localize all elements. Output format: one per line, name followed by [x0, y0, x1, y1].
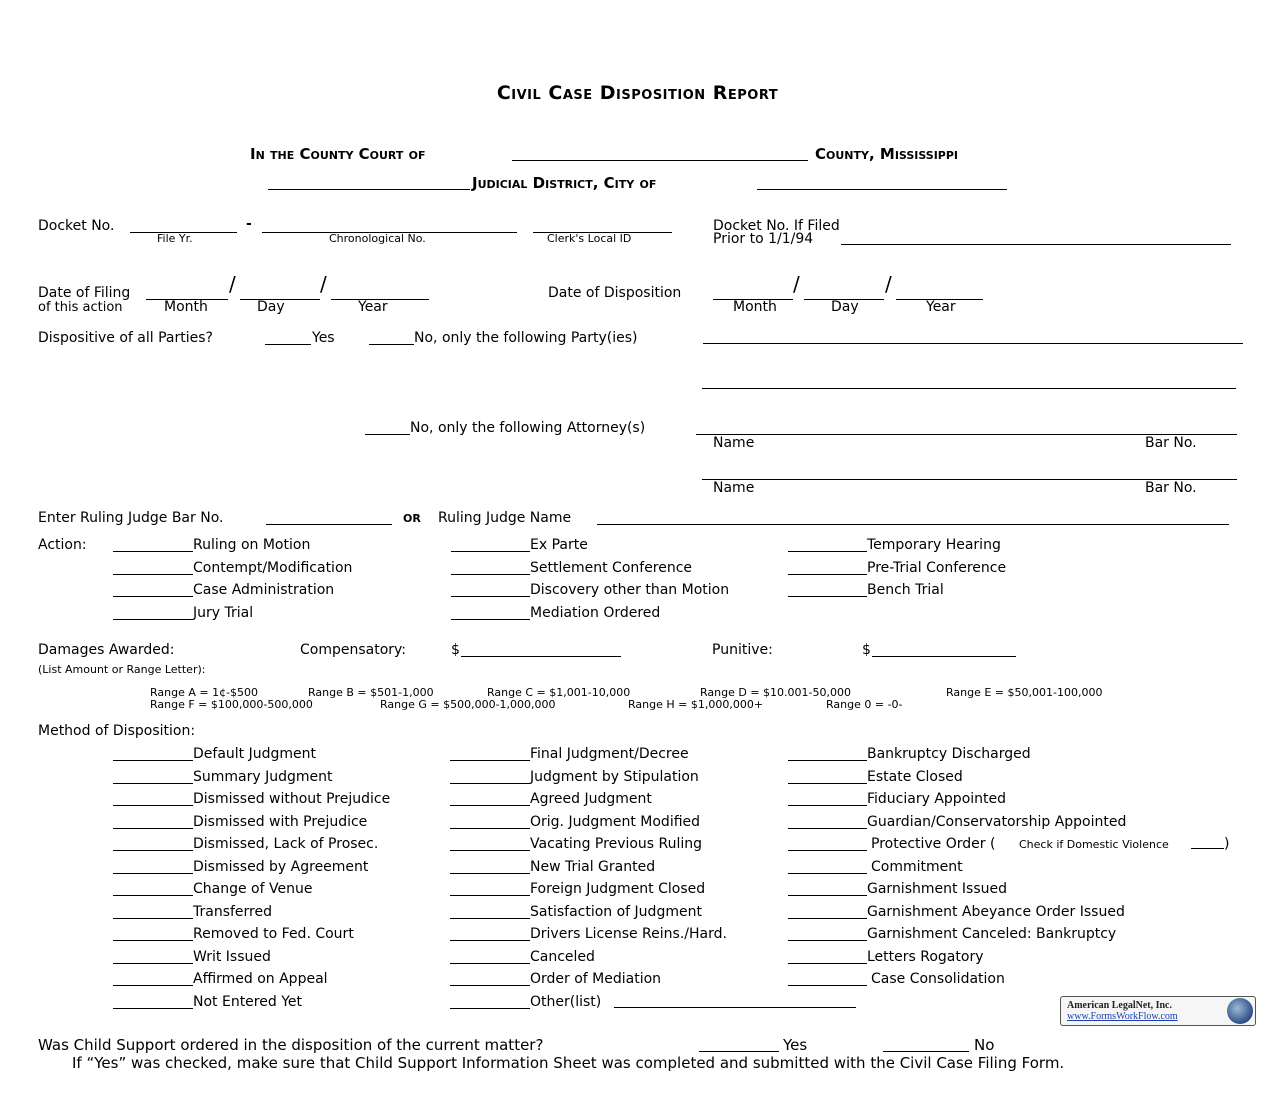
- file-year-field[interactable]: [130, 216, 237, 233]
- range-h: Range H = $1,000,000+: [628, 698, 764, 711]
- method-option-label: Garnishment Canceled: Bankruptcy: [867, 926, 1117, 942]
- child-support-yes-blank[interactable]: [699, 1035, 779, 1052]
- method-option-label: New Trial Granted: [530, 858, 656, 875]
- method-option-label: Dismissed without Prejudice: [193, 791, 391, 807]
- method-col1-checkbox-11[interactable]: [113, 993, 193, 1009]
- file-year-caption: File Yr.: [157, 232, 193, 245]
- method-col1-checkbox-0[interactable]: [113, 745, 193, 761]
- method-col1-checkbox-6[interactable]: [113, 880, 193, 896]
- method-col2-checkbox-5[interactable]: [450, 858, 530, 874]
- american-legalnet-logo[interactable]: [1060, 996, 1256, 1026]
- method-option-label: Dismissed with Prejudice: [193, 813, 368, 830]
- action-option-label: Temporary Hearing: [867, 537, 1001, 553]
- method-col1-checkbox-7[interactable]: [113, 903, 193, 919]
- action-option-label: Pre-Trial Conference: [867, 559, 1007, 576]
- method-option-label: Fiduciary Appointed: [867, 791, 1007, 807]
- method-col2-checkbox-4[interactable]: [450, 835, 530, 851]
- disposition-slash-1: /: [793, 272, 800, 296]
- clerks-local-id-field[interactable]: [533, 216, 672, 233]
- action-label: Action:: [38, 537, 87, 553]
- court-suffix: County, Mississippi: [815, 145, 959, 163]
- method-col2-checkbox-7[interactable]: [450, 903, 530, 919]
- method-col2-checkbox-8[interactable]: [450, 925, 530, 941]
- method-option-label: Summary Judgment: [193, 768, 333, 785]
- compensatory-dollar: $: [451, 642, 460, 658]
- method-col1-checkbox-4[interactable]: [113, 835, 193, 851]
- method-option-label: Protective Order (: [871, 836, 996, 852]
- range-f: Range F = $100,000-500,000: [150, 698, 313, 711]
- other-list-field[interactable]: [614, 991, 856, 1008]
- range-e: Range E = $50,001-100,000: [946, 686, 1103, 699]
- child-support-question: Was Child Support ordered in the disposition of the current matter?: [38, 1036, 544, 1054]
- method-col2-checkbox-2[interactable]: [450, 790, 530, 806]
- method-col3-checkbox-6[interactable]: [788, 880, 867, 896]
- compensatory-label: Compensatory:: [300, 642, 407, 658]
- filing-day-field[interactable]: [240, 283, 320, 300]
- child-support-note: If “Yes” was checked, make sure that Child Support Information Sheet was completed and submitted with the Civil Case Filing Form.: [72, 1054, 1065, 1072]
- method-option-label: Dismissed by Agreement: [193, 858, 369, 875]
- method-col3-checkbox-4[interactable]: [788, 835, 867, 851]
- method-option-label: Guardian/Conservatorship Appointed: [867, 813, 1127, 830]
- action-col3-checkbox-1[interactable]: [788, 559, 867, 575]
- protective-order-close: ): [1224, 836, 1230, 852]
- range-d: Range D = $10.001-50,000: [700, 686, 851, 699]
- domestic-violence-blank[interactable]: [1191, 834, 1224, 849]
- method-col3-checkbox-2[interactable]: [788, 790, 867, 806]
- form-title: Civil Case Disposition Report: [496, 82, 779, 104]
- method-option-label: Drivers License Reins./Hard.: [530, 926, 727, 942]
- action-col3-checkbox-2[interactable]: [788, 581, 867, 597]
- logo-url[interactable]: www.FormsWorkFlow.com: [1067, 1011, 1178, 1022]
- action-col1-checkbox-2[interactable]: [113, 581, 193, 597]
- action-col2-checkbox-2[interactable]: [451, 581, 530, 597]
- globe-icon: [1227, 998, 1253, 1024]
- judge-bar-label: Enter Ruling Judge Bar No.: [38, 510, 224, 526]
- method-col3-checkbox-0[interactable]: [788, 745, 867, 761]
- no-parties-label: No, only the following Party(ies): [414, 330, 638, 346]
- method-option-label: Foreign Judgment Closed: [530, 881, 706, 897]
- punitive-label: Punitive:: [712, 642, 773, 658]
- method-option-label: Orig. Judgment Modified: [530, 813, 701, 830]
- attorney-bar-caption-2: Bar No.: [1145, 480, 1197, 496]
- method-col2-checkbox-6[interactable]: [450, 880, 530, 896]
- child-support-yes-label: Yes: [783, 1036, 808, 1054]
- method-col3-checkbox-10[interactable]: [788, 970, 867, 986]
- dispositive-no-attorneys-blank[interactable]: [365, 418, 410, 435]
- method-col1-checkbox-5[interactable]: [113, 858, 193, 874]
- method-label: Method of Disposition:: [38, 723, 196, 739]
- method-col1-checkbox-9[interactable]: [113, 948, 193, 964]
- docket-dash: -: [246, 216, 252, 232]
- method-option-label: Final Judgment/Decree: [530, 746, 689, 762]
- dispositive-no-parties-blank[interactable]: [369, 328, 414, 345]
- filing-month-caption: Month: [164, 299, 208, 315]
- method-col2-checkbox-0[interactable]: [450, 745, 530, 761]
- attorney-bar-caption-1: Bar No.: [1145, 435, 1197, 451]
- range-b: Range B = $501-1,000: [308, 686, 434, 699]
- method-col1-checkbox-10[interactable]: [113, 970, 193, 986]
- disposition-year-caption: Year: [926, 299, 956, 315]
- method-col2-checkbox-11[interactable]: [450, 993, 530, 1009]
- compensatory-field[interactable]: [461, 640, 621, 657]
- clerks-id-caption: Clerk's Local ID: [547, 232, 632, 245]
- method-option-label: Affirmed on Appeal: [193, 971, 328, 987]
- disposition-date-label: Date of Disposition: [548, 285, 682, 301]
- method-col3-checkbox-9[interactable]: [788, 948, 867, 964]
- chronological-caption: Chronological No.: [329, 232, 426, 245]
- method-option-label: Agreed Judgment: [530, 791, 652, 807]
- domestic-violence-note: Check if Domestic Violence: [1019, 838, 1169, 851]
- method-col3-checkbox-3[interactable]: [788, 813, 867, 829]
- filing-slash-2: /: [320, 272, 327, 296]
- method-col3-checkbox-8[interactable]: [788, 925, 867, 941]
- filing-day-caption: Day: [257, 299, 285, 315]
- action-col3-checkbox-0[interactable]: [788, 536, 867, 552]
- range-c: Range C = $1,001-10,000: [487, 686, 631, 699]
- method-col1-checkbox-8[interactable]: [113, 925, 193, 941]
- action-option-label: Case Administration: [193, 582, 335, 598]
- method-option-label: Transferred: [193, 903, 272, 920]
- child-support-no-label: No: [974, 1036, 995, 1054]
- range-g: Range G = $500,000-1,000,000: [380, 698, 556, 711]
- method-col2-checkbox-10[interactable]: [450, 970, 530, 986]
- attorney-field-2[interactable]: [702, 463, 1237, 480]
- method-option-label: Case Consolidation: [871, 971, 1005, 987]
- method-option-label: Judgment by Stipulation: [530, 768, 699, 785]
- prior-docket-label-1: Docket No. If Filed: [713, 218, 840, 234]
- disposition-day-caption: Day: [831, 299, 859, 315]
- filing-month-field[interactable]: [146, 283, 228, 300]
- action-option-label: Ruling on Motion: [193, 537, 311, 553]
- action-option-label: Mediation Ordered: [530, 604, 661, 621]
- child-support-no-blank[interactable]: [883, 1035, 969, 1052]
- method-option-label: Change of Venue: [193, 881, 313, 897]
- method-col1-checkbox-3[interactable]: [113, 813, 193, 829]
- action-col2-checkbox-3[interactable]: [451, 604, 530, 620]
- method-option-label: Other(list): [530, 993, 602, 1010]
- dispositive-yes-label: Yes: [312, 330, 335, 346]
- docket-label: Docket No.: [38, 218, 115, 234]
- method-option-label: Dismissed, Lack of Prosec.: [193, 836, 379, 852]
- action-col2-checkbox-0[interactable]: [451, 536, 530, 552]
- judge-name-label: Ruling Judge Name: [438, 510, 572, 526]
- method-option-label: Commitment: [871, 858, 963, 875]
- method-col2-checkbox-9[interactable]: [450, 948, 530, 964]
- filing-year-field[interactable]: [331, 283, 429, 300]
- judge-bar-field[interactable]: [266, 508, 392, 525]
- filing-date-sublabel: of this action: [38, 300, 123, 315]
- action-option-label: Contempt/Modification: [193, 559, 353, 576]
- method-col1-checkbox-1[interactable]: [113, 768, 193, 784]
- judicial-district-field[interactable]: [268, 173, 470, 190]
- filing-slash-1: /: [229, 272, 236, 296]
- range-zero: Range 0 = -0-: [826, 698, 903, 711]
- action-option-label: Ex Parte: [530, 537, 588, 553]
- party-field-1[interactable]: [703, 327, 1243, 344]
- county-name-field[interactable]: [512, 144, 808, 161]
- city-field[interactable]: [757, 173, 1007, 190]
- damages-label: Damages Awarded:: [38, 642, 175, 658]
- action-col1-checkbox-1[interactable]: [113, 559, 193, 575]
- judge-name-field[interactable]: [597, 508, 1229, 525]
- district-label: Judicial District, City of: [472, 174, 657, 192]
- chronological-number-field[interactable]: [262, 216, 517, 233]
- action-col1-checkbox-0[interactable]: [113, 536, 193, 552]
- punitive-dollar: $: [862, 642, 871, 658]
- method-option-label: Canceled: [530, 948, 595, 965]
- method-col1-checkbox-2[interactable]: [113, 790, 193, 806]
- action-col2-checkbox-1[interactable]: [451, 559, 530, 575]
- logo-company: American LegalNet, Inc.: [1067, 1000, 1172, 1011]
- dispositive-question: Dispositive of all Parties?: [38, 330, 213, 346]
- attorney-name-caption-2: Name: [713, 480, 755, 496]
- party-field-2[interactable]: [702, 372, 1236, 389]
- action-option-label: Settlement Conference: [530, 559, 693, 576]
- disposition-year-field[interactable]: [896, 283, 983, 300]
- damages-sublabel: (List Amount or Range Letter):: [38, 663, 206, 676]
- method-option-label: Garnishment Issued: [867, 881, 1008, 897]
- method-col3-checkbox-5[interactable]: [788, 858, 867, 874]
- attorney-field-1[interactable]: [696, 418, 1237, 435]
- method-col2-checkbox-1[interactable]: [450, 768, 530, 784]
- judge-or: OR: [403, 512, 421, 525]
- method-option-label: Removed to Fed. Court: [193, 926, 354, 942]
- method-option-label: Writ Issued: [193, 948, 271, 965]
- prior-docket-label-2: Prior to 1/1/94: [713, 231, 814, 247]
- method-option-label: Satisfaction of Judgment: [530, 903, 702, 920]
- method-option-label: Garnishment Abeyance Order Issued: [867, 903, 1125, 920]
- method-option-label: Default Judgment: [193, 746, 316, 762]
- method-option-label: Order of Mediation: [530, 971, 662, 987]
- attorney-name-caption-1: Name: [713, 435, 755, 451]
- disposition-slash-2: /: [885, 272, 892, 296]
- disposition-month-caption: Month: [733, 299, 777, 315]
- punitive-field[interactable]: [872, 640, 1016, 657]
- no-attorneys-label: No, only the following Attorney(s): [410, 420, 646, 436]
- method-option-label: Letters Rogatory: [867, 948, 984, 965]
- method-option-label: Estate Closed: [867, 768, 963, 785]
- method-option-label: Bankruptcy Discharged: [867, 746, 1031, 762]
- action-option-label: Bench Trial: [867, 582, 944, 598]
- disposition-month-field[interactable]: [713, 283, 793, 300]
- action-option-label: Discovery other than Motion: [530, 582, 730, 598]
- court-prefix: In the County Court of: [250, 145, 426, 163]
- disposition-day-field[interactable]: [804, 283, 884, 300]
- method-col2-checkbox-3[interactable]: [450, 813, 530, 829]
- filing-year-caption: Year: [358, 299, 388, 315]
- action-col1-checkbox-3[interactable]: [113, 604, 193, 620]
- method-col3-checkbox-7[interactable]: [788, 903, 867, 919]
- method-option-label: Vacating Previous Ruling: [530, 836, 703, 852]
- filing-date-label: Date of Filing: [38, 285, 131, 301]
- dispositive-yes-blank[interactable]: [265, 328, 311, 345]
- prior-docket-field[interactable]: [841, 228, 1231, 245]
- method-option-label: Not Entered Yet: [193, 993, 302, 1010]
- action-option-label: Jury Trial: [193, 604, 254, 621]
- range-a: Range A = 1¢-$500: [150, 686, 259, 699]
- method-col3-checkbox-1[interactable]: [788, 768, 867, 784]
